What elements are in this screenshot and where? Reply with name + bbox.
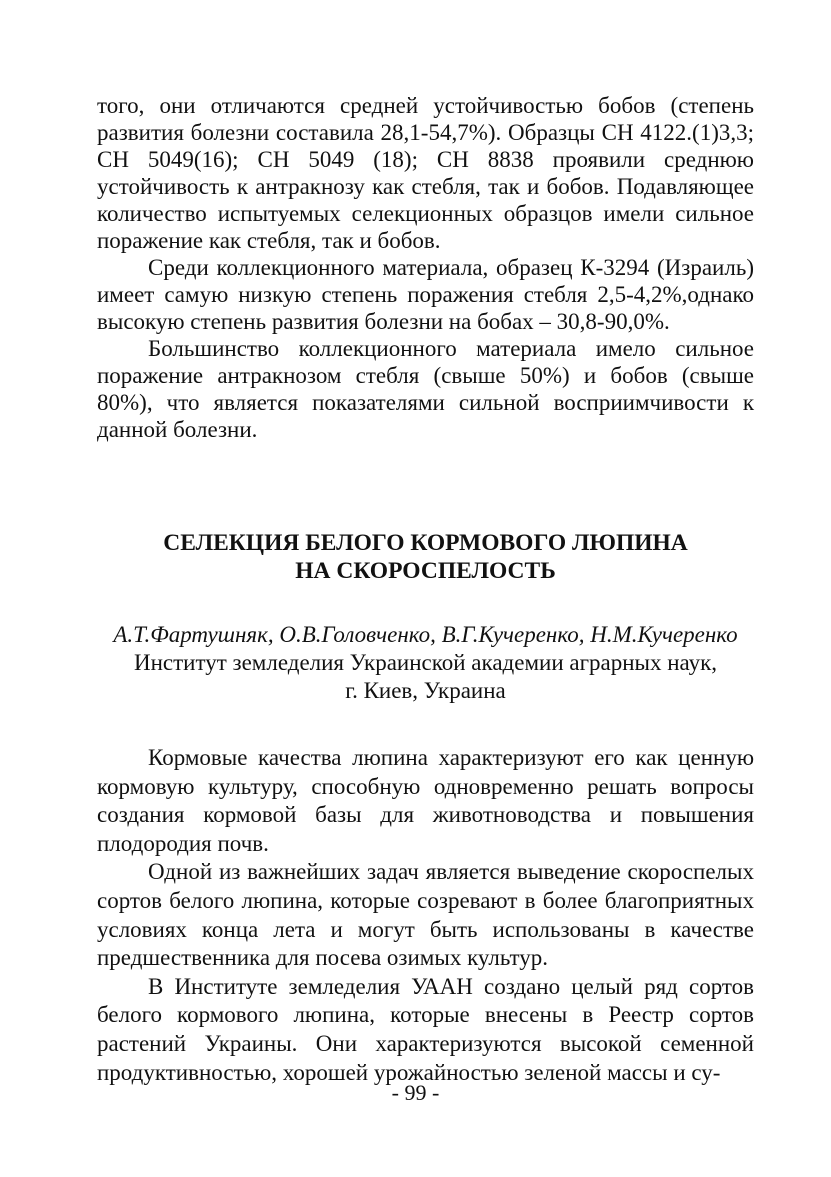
previous-article-ending — [97, 92, 754, 443]
affiliation-line: г. Киев, Украина — [345, 678, 506, 703]
affiliation-line: Институт земледелия Украинской академии аграрных наук, — [133, 650, 718, 675]
body-paragraph: Одной из важнейших задач является выведение скороспелых сортов белого люпина, которые созревают в более благоприятных условиях конца лета и могут быть использованы в качестве предшественника для посева озимых культур. — [97, 859, 754, 971]
article-title — [97, 529, 754, 585]
body-paragraph: Кормовые качества люпина характеризуют его как ценную кормовую культуру, способную одновременно решать вопросы создания кормовой базы для животноводства и повышения плодородия почв. — [97, 745, 754, 856]
article-authors: А.Т.Фартушняк, О.В.Головченко, В.Г.Кучеренко, Н.М.Кучеренко — [113, 622, 738, 647]
body-paragraph: В Институте земледелия УААН создано целый ряд сортов белого кормового люпина, которые внесены в Реестр сортов растений Украины. Они характеризуются высокой семенной продуктивностью, хорошей урожайностью зеленой массы и су- — [97, 973, 754, 1085]
article-title-line: НА СКОРОСПЕЛОСТЬ — [295, 558, 556, 584]
article-affiliation — [97, 649, 754, 705]
article-body — [97, 744, 754, 1087]
body-paragraph: Среди коллекционного материала, образец К-3294 (Израиль) имеет самую низкую степень поражения стебля 2,5-4,2%,однако высокую степень развития болезни на бобах – 30,8-90,0%. — [97, 255, 754, 334]
body-paragraph: того, они отличаются средней устойчивостью бобов (степень развития болезни составила 28,1-54,7%). Образцы СН 4122.(1)3,3; СН 5049(16); СН 5049 (18); СН 8838 проявили среднюю устойчивость к антракнозу как стебля, так и бобов. Подавляющее количество испытуемых селекционных образцов имели сильное поражение как стебля, так и бобов. — [97, 93, 754, 253]
body-paragraph: Большинство коллекционного материала имело сильное поражение антракнозом стебля (свыше 50%) и бобов (свыше 80%), что является показателями сильной восприимчивости к данной болезни. — [97, 336, 754, 442]
page-number: - 99 - — [391, 1080, 440, 1105]
page-content — [97, 92, 754, 1087]
article-title-line: СЕЛЕКЦИЯ БЕЛОГО КОРМОВОГО ЛЮПИНА — [163, 530, 688, 556]
